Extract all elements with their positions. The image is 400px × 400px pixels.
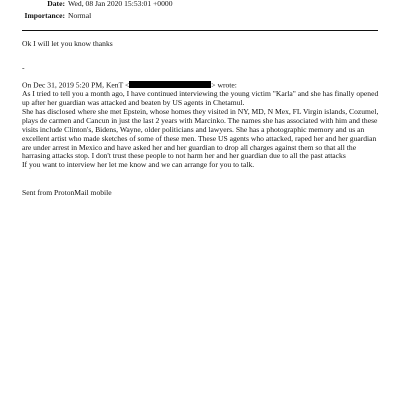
header-divider [22,30,378,31]
importance-label: Importance: [24,11,65,20]
quote-intro-before: On Dec 31, 2019 5:20 PM, KenT < [22,80,130,90]
quote-paragraph: As I tried to tell you a month ago, I have continued interviewing the young victim "Karla" and she has finally opened up after her guardian was attacked and beaten by US agents in Chetamul. [22,89,379,108]
email-signature: Sent from ProtonMail mobile [22,188,112,198]
date-row [0,0,400,10]
reply-separator: - [22,62,25,72]
quote-paragraph: She has disclosed where she met Epstein, whose homes they visited in NY, MD, N Mex, FL Virgin islands, Cozumel, plays de carmen and Cancun in just the last 2 years with Marcinko. The names she has associated with him and these visits include Clinton's, Bidens, Wayne, older politicians and lawyers. She has a photographic memory and us an excellent artist who made sketches of some of these men. These US agents who attacked, raped her and her guardian are under arrest in Mexico and have asked her and her guardian to drop all charges against them so that all the harrasing attacks stop. I don't trust these people to not harm her and her guardian due to all the past attacks [22,106,379,161]
date-label: Date: [47,0,65,8]
importance-row [0,10,400,22]
quote-intro-after: > wrote: [211,80,237,90]
importance-value: Normal [68,11,92,20]
email-body [22,40,382,198]
date-value: Wed, 08 Jan 2020 15:53:01 +0000 [68,0,173,8]
quoted-message [22,81,382,170]
reply-greeting: Ok I will let you know thanks [22,39,113,48]
email-header [0,0,400,22]
redaction-bar [129,81,211,88]
quote-paragraph: If you want to interview her let me know and we can arrange for you to talk. [22,160,255,170]
